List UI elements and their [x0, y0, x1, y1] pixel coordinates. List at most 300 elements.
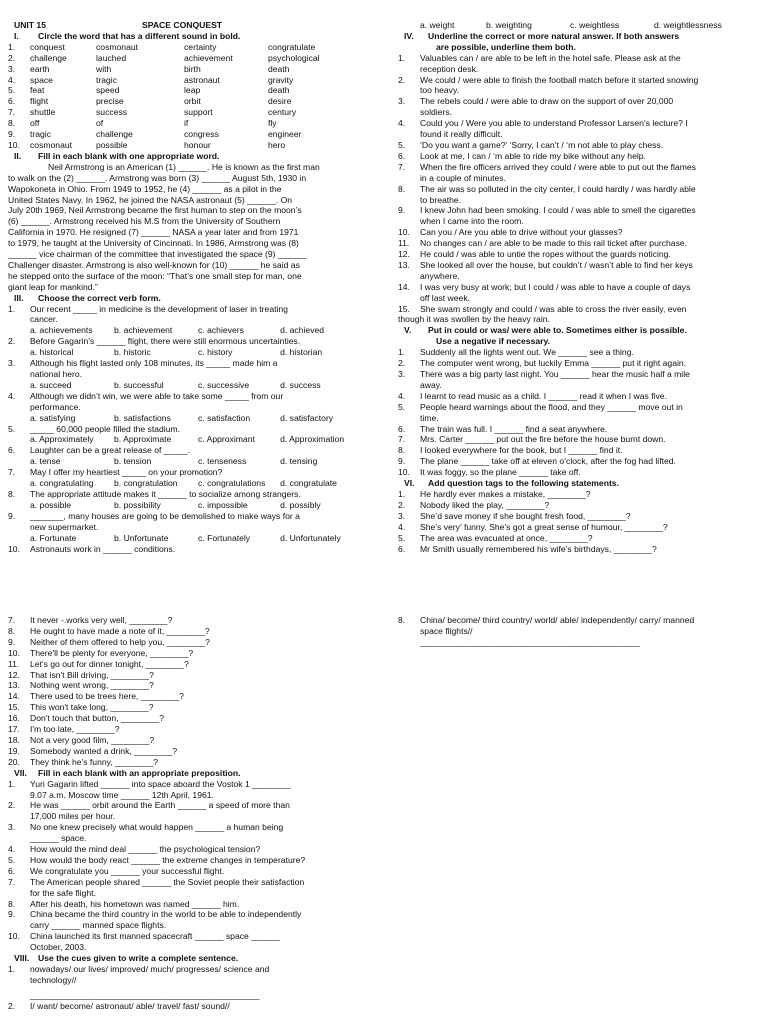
row-number: 9.	[8, 129, 16, 140]
question-number: 10.	[398, 467, 410, 478]
question-item	[398, 227, 756, 238]
question-number: 5.	[398, 139, 406, 150]
question-number: 6.	[8, 445, 16, 456]
word-option: off	[30, 118, 40, 129]
question-number: 17.	[8, 724, 20, 735]
question-number: 8.	[398, 445, 406, 456]
verb-form-questions	[8, 304, 368, 555]
question-number: 7.	[8, 467, 16, 478]
question-line: How would the mind deal ______ the psychological tension?	[30, 844, 261, 855]
word-option: earth	[30, 63, 50, 74]
answer-option: c. weightless	[570, 20, 620, 30]
question-number: 2.	[8, 1000, 16, 1011]
question-line: How would the body react ______ the extreme changes in temperature?	[30, 854, 306, 865]
question-item	[8, 899, 368, 910]
word-option: precise	[96, 96, 124, 107]
question-line: off last week.	[420, 292, 470, 303]
question-tags-part-1	[398, 489, 756, 554]
question-line: Before Gagarin’s ______ flight, there were still enormous uncertainties.	[30, 336, 301, 347]
question-text	[420, 402, 756, 424]
question-text	[30, 445, 368, 456]
answer-options	[8, 434, 368, 445]
question-number: 6.	[398, 150, 406, 161]
question-number: 12.	[398, 249, 410, 260]
question-line: The rebels could / were able to draw on the support of over 20,000	[420, 96, 674, 107]
word-row	[8, 96, 368, 107]
question-item	[398, 75, 756, 97]
word-option: cosmonaut	[96, 41, 139, 52]
word-option: challenge	[96, 129, 133, 140]
word-option: if	[184, 118, 189, 129]
question-text	[420, 369, 756, 391]
question-text	[30, 899, 368, 910]
question-tag-item	[398, 544, 756, 555]
question-line: I learnt to read music as a child. I ______ read it when I was five.	[420, 390, 667, 401]
answer-option: b. tension	[114, 456, 152, 467]
question-item	[398, 391, 756, 402]
section-4-heading-line2: are possible, underline them both.	[436, 41, 576, 52]
question-text	[420, 249, 756, 260]
question-line: ‘Do you want a game?’ ‘Sorry, I can’t / ‘m not able to play chess.	[420, 139, 664, 150]
word-option: hero	[268, 139, 286, 150]
section-2-heading: II. Fill in each blank with one appropriate word.	[14, 150, 220, 161]
question-number: 1.	[398, 488, 406, 499]
question-item	[8, 844, 368, 855]
answer-option: c. successive	[198, 379, 250, 390]
question-item	[8, 391, 368, 413]
answer-option: a. achievements	[30, 325, 93, 336]
unit-number: UNIT 15	[14, 20, 46, 30]
answer-line: ______________________________________________	[420, 636, 640, 647]
question-text	[30, 358, 368, 380]
question-tag-item	[8, 670, 368, 681]
sentence-building-questions	[8, 964, 368, 1012]
question-line: carry ______ manned space flights.	[30, 920, 167, 931]
row-number: 1.	[8, 41, 16, 52]
question-tag-item	[398, 511, 756, 522]
question-item	[8, 866, 368, 877]
question-line: new supermarket.	[30, 521, 99, 532]
question-item	[8, 544, 368, 555]
question-line: She swam strongly and could / was able to cross the river easily, even	[420, 303, 687, 314]
question-line: cancer.	[30, 314, 58, 325]
answer-option: a. historical	[30, 347, 74, 358]
word-option: fly	[268, 118, 277, 129]
passage-line: to 1979, he taught at the University of Cincinnati. In 1986, Armstrong was (8)	[8, 238, 299, 249]
question-line: Yuri Gagarin lifted ______ into space aboard the Vostok 1 ________	[30, 778, 291, 789]
question-number: 3.	[8, 822, 16, 833]
question-item	[8, 424, 368, 435]
sentence-item	[8, 1001, 368, 1012]
answer-option: b. satisfactions	[114, 412, 171, 423]
question-line: I/ want/ become/ astronaut/ able/ travel/ fast/ sound//	[30, 1000, 230, 1011]
question-item	[398, 358, 756, 369]
question-number: 3.	[398, 96, 406, 107]
question-line: Although we didn’t win, we were able to take some _____ from our	[30, 390, 284, 401]
question-text	[420, 358, 756, 369]
unit-header	[8, 20, 368, 31]
question-line: We congratulate you ______ your successful flight.	[30, 865, 225, 876]
question-line: found it really difficult.	[420, 129, 503, 140]
question-tag-item	[398, 489, 756, 500]
answer-option: d. possibly	[280, 499, 321, 510]
passage-line: he stepped onto the surface of the moon: “That’s one small step for man, one	[8, 270, 302, 281]
question-line: time.	[420, 412, 439, 423]
word-row	[8, 118, 368, 129]
question-text	[420, 205, 756, 227]
question-text: This won't take long, ________?	[30, 702, 154, 713]
question-line: _______, many houses are going to be demolished to make ways for a	[30, 510, 300, 521]
row-number: 8.	[8, 118, 16, 129]
question-line: China became the third country in the world to be able to independently	[30, 909, 302, 920]
answer-option: b. congratulation	[114, 478, 178, 489]
answer-option: b. Unfortunate	[114, 532, 169, 543]
question-number: 10.	[8, 647, 20, 658]
left-column-bottom	[8, 615, 368, 1012]
word-row	[8, 129, 368, 140]
question-text	[420, 467, 756, 478]
question-line: The American people shared ______ the Soviet people their satisfaction	[30, 876, 305, 887]
question-item	[8, 779, 368, 801]
question-line: The air was so polluted in the city center, I could hardly / was hardly able	[420, 183, 696, 194]
answer-option: a. congratulating	[30, 478, 94, 489]
question-item	[8, 358, 368, 380]
question-number: 4.	[398, 390, 406, 401]
question-item	[398, 424, 756, 435]
question-line: reception desk.	[420, 63, 479, 74]
answer-option: c. satisfaction	[198, 412, 251, 423]
passage-line: giant leap for mankind.”	[8, 281, 98, 292]
answer-option: b. weighting	[486, 20, 532, 30]
question-text	[30, 489, 368, 500]
question-number: 19.	[8, 745, 20, 756]
word-option: death	[268, 63, 290, 74]
word-option: certainty	[184, 41, 217, 52]
question-number: 5.	[398, 401, 406, 412]
question-number: 4.	[8, 390, 16, 401]
question-line: too heavy.	[420, 85, 460, 96]
question-text	[420, 118, 756, 140]
question-number: 15.	[398, 303, 410, 314]
question-number: 11.	[8, 658, 20, 669]
question-number: 3.	[398, 510, 406, 521]
question-text: She’s very’ funny. She’s got a great sense of humour, ________?	[420, 521, 668, 532]
question-line: away.	[420, 379, 442, 390]
answer-option: b. achievement	[114, 325, 173, 336]
question-number: 4.	[8, 844, 16, 855]
question-text	[420, 347, 756, 358]
answer-option: d. weightlessness	[654, 20, 722, 30]
question-item	[8, 800, 368, 822]
question-tag-item	[8, 724, 368, 735]
question-number: 10.	[398, 227, 410, 238]
question-text	[420, 151, 756, 162]
question-number: 1.	[8, 964, 16, 974]
question-number: 7.	[8, 615, 16, 625]
question-line: Could you / Were you able to understand Professor Larsen’s lecture? I	[420, 118, 688, 129]
question-text	[420, 75, 756, 97]
question-line: The train was full. I ______ find a seat anywhere.	[420, 423, 608, 434]
question-line: He was ______ orbit around the Earth ______ a speed of more than	[30, 800, 290, 811]
question-tag-item	[8, 626, 368, 637]
question-line: People heard warnings about the flood, and they ______ move out in	[420, 401, 683, 412]
question-tag-item	[8, 615, 368, 626]
sound-word-table	[8, 42, 368, 151]
section-6-heading: VI. Add question tags to the following statements.	[404, 478, 619, 489]
question-text	[30, 964, 368, 986]
question-number: 9.	[8, 636, 16, 647]
answer-option: c. history	[198, 347, 233, 358]
question-text	[30, 866, 368, 877]
question-text	[30, 877, 368, 899]
question-item	[398, 445, 756, 456]
passage-line: to walk on the (2) ______. Armstrong was born (3) ______ August 5th, 1930 in	[8, 172, 307, 183]
question-tag-item	[8, 637, 368, 648]
question-number: 2.	[8, 800, 16, 811]
question-line: We could / were able to finish the football match before it started snowing	[420, 74, 699, 85]
question-line: There was a big party last night. You ______ hear the music half a mile	[420, 369, 690, 379]
answer-option: c. Fortunately	[198, 532, 251, 543]
question-line: Valuables can / are able to be left in the hotel safe. Please ask at the	[420, 52, 681, 63]
row-number: 4.	[8, 74, 16, 85]
word-row	[8, 140, 368, 151]
question-tag-item	[8, 735, 368, 746]
question-number: 8.	[398, 183, 406, 194]
question-number: 1.	[8, 778, 16, 789]
question-item	[398, 369, 756, 391]
question-tag-item	[398, 522, 756, 533]
question-line: I was very busy at work; but I could / was able to have a couple of days	[420, 281, 691, 292]
passage-line: United States Navy. In 1962, he joined the NASA astronaut (5) ______. On	[8, 194, 293, 205]
armstrong-passage	[8, 162, 368, 293]
question-item	[8, 909, 368, 931]
question-item	[398, 260, 756, 282]
answer-option: c. congratulations	[198, 478, 266, 489]
question-number: 1.	[398, 52, 406, 63]
word-row	[8, 85, 368, 96]
question-number: 10.	[8, 543, 20, 554]
question-number: 7.	[398, 161, 406, 172]
question-line: _____ 60,000 people filled the stadium.	[30, 423, 181, 434]
question-line: to breathe.	[420, 194, 462, 205]
question-line: when I came into the room.	[420, 216, 524, 227]
question-line: soldiers.	[420, 107, 452, 118]
word-row	[8, 42, 368, 53]
word-option: with	[96, 63, 112, 74]
question-text	[420, 238, 756, 249]
answer-option: d. satisfactory	[280, 412, 334, 423]
question-item	[398, 151, 756, 162]
question-item	[398, 304, 756, 315]
question-item	[398, 434, 756, 445]
word-option: space	[30, 74, 53, 85]
question-number: 8.	[8, 488, 16, 499]
question-line: He could / was able to untie the ropes without the guards noticing.	[420, 249, 671, 260]
question-line: nowadays/ our lives/ improved/ much/ progresses/ science and	[30, 964, 270, 974]
question-item	[8, 467, 368, 478]
answer-options	[8, 456, 368, 467]
question-tag-item	[398, 533, 756, 544]
row-number: 6.	[8, 96, 16, 107]
question-tag-item	[8, 659, 368, 670]
word-option: psychological	[268, 52, 320, 63]
question-line: When the fire officers arrived they could / were able to put out the flames	[420, 161, 696, 172]
question-number: 18.	[8, 734, 20, 745]
question-text: Not a very good film, ________?	[30, 734, 155, 745]
question-text	[30, 844, 368, 855]
word-option: flight	[30, 96, 49, 107]
question-line: Astronauts work in ______ conditions.	[30, 543, 176, 554]
question-text: There'll be plenty for everyone, ________?	[30, 647, 194, 658]
question-text	[30, 336, 368, 347]
word-option: challenge	[30, 52, 67, 63]
word-option: engineer	[268, 129, 302, 140]
answer-option: d. tensing	[280, 456, 318, 467]
question-text	[30, 1001, 368, 1012]
answer-option: c. achievers	[198, 325, 244, 336]
question-text	[30, 544, 368, 555]
question-item	[398, 205, 756, 227]
answer-option: a. succeed	[30, 379, 72, 390]
word-option: congress	[184, 129, 219, 140]
question-text	[420, 227, 756, 238]
word-option: congratulate	[268, 41, 316, 52]
question-line: performance.	[30, 401, 81, 412]
question-line: It was foggy, so the plane ______ take off.	[420, 467, 581, 478]
question-number: 5.	[8, 854, 16, 865]
question-item	[8, 511, 368, 533]
row-number: 7.	[8, 107, 16, 118]
question-text: The area was evacuated at once, ________?	[420, 532, 593, 543]
word-option: death	[268, 85, 290, 96]
answer-option: b. possibility	[114, 499, 161, 510]
question-item	[398, 282, 756, 304]
word-option: gravity	[268, 74, 294, 85]
question-text: Nothing went wrong, ________?	[30, 680, 154, 691]
word-option: cosmonaut	[30, 139, 73, 150]
question-item	[8, 931, 368, 953]
word-option: support	[184, 107, 213, 118]
row-number: 3.	[8, 63, 16, 74]
question-text	[420, 424, 756, 435]
question-text	[30, 822, 368, 844]
question-number: 1.	[398, 347, 406, 358]
question-number: 6.	[398, 423, 406, 434]
question-text: It never -.works very well, ________?	[30, 615, 173, 625]
question-line: technology//	[30, 974, 77, 985]
section-5-heading: V. Put in could or was/ were able to. Sometimes either is possible.	[404, 325, 687, 336]
question-text: Let's go out for dinner tonight, ________?	[30, 658, 189, 669]
section-4-heading: IV. Underline the correct or more natural answer. If both answers	[404, 30, 680, 41]
question-number: 13.	[398, 259, 410, 270]
question-number: 6.	[398, 543, 406, 554]
word-option: tragic	[30, 129, 52, 140]
question-number: 14.	[398, 281, 410, 292]
question-item	[8, 445, 368, 456]
passage-line: July 20th 1969, Neil Armstrong became the first human to step on the moon’s	[8, 205, 302, 216]
question-text: There used to be trees here, ________?	[30, 691, 184, 702]
question-text	[30, 511, 368, 533]
answer-option: d. Unfortunately	[280, 532, 341, 543]
question-item	[398, 238, 756, 249]
question-text	[420, 260, 756, 282]
word-row	[8, 53, 368, 64]
right-column-top	[398, 20, 756, 554]
question-text	[420, 304, 756, 315]
question-text: That isn't Bill driving, ________?	[30, 669, 154, 680]
answer-option: b. Approximate	[114, 434, 172, 445]
question-line: 9.07 a.m. Moscow time ______ 12th April, 1961.	[30, 789, 214, 800]
question-item	[398, 402, 756, 424]
question-item	[8, 822, 368, 844]
answer-option: c. tenseness	[198, 456, 247, 467]
question-item	[8, 489, 368, 500]
question-text	[30, 467, 368, 478]
question-text: She’d save money if she bought fresh food, ________?	[420, 510, 631, 521]
question-number: 15.	[8, 702, 20, 713]
question-number: 6.	[8, 865, 16, 876]
question-number: 2.	[398, 499, 406, 510]
answer-option: d. congratulate	[280, 478, 337, 489]
question-number: 20.	[8, 756, 20, 767]
question-line: No one knew precisely what would happen ______ a human being	[30, 822, 284, 833]
answer-option: d. achieved	[280, 325, 325, 336]
question-number: 4.	[398, 118, 406, 129]
question-line: Laughter can be a great release of _____.	[30, 445, 191, 456]
question-number: 9.	[8, 510, 16, 521]
word-option: leap	[184, 85, 201, 96]
could-able-questions	[398, 53, 756, 315]
question-number: 9.	[398, 205, 406, 216]
question-text: He hardly ever makes a mistake, ________?	[420, 488, 591, 499]
question-text	[420, 445, 756, 456]
word-option: feat	[30, 85, 45, 96]
question-number: 1.	[8, 303, 16, 314]
answer-option: c. Approximant	[198, 434, 255, 445]
question-text	[30, 800, 368, 822]
passage-line: Neil Armstrong is an American (1) ______. He is known as the first man	[48, 161, 320, 172]
answer-options	[8, 500, 368, 511]
word-row	[8, 64, 368, 75]
word-option: century	[268, 107, 297, 118]
sentence-item-8: 8. China/ become/ third country/ world/ able/ independently/ carry/ manned space flights//	[398, 615, 695, 636]
question-item	[398, 184, 756, 206]
question-number: 5.	[8, 423, 16, 434]
passage-line: (6) ______. Armstrong received his M.S from the University of Southern	[8, 216, 281, 227]
question-item	[398, 118, 756, 140]
question-text	[420, 162, 756, 184]
question-line: Look at me, I can / ‘m able to ride my bike without any help.	[420, 150, 646, 161]
question-line: in a couple of minutes.	[420, 172, 506, 183]
answer-option: a. weight	[420, 20, 455, 30]
question-tag-item	[8, 680, 368, 691]
section-5-heading-line2: Use a negative if necessary.	[436, 336, 551, 347]
question-line: Our recent _____ in medicine is the development of laser in treating	[30, 303, 288, 314]
question-line: The plane ______ take off at eleven o’clock, after the fog had lifted.	[420, 456, 676, 467]
question-text: Don't touch that button, ________?	[30, 713, 164, 724]
word-option: lauched	[96, 52, 127, 63]
question-line: I looked everywhere for the book, but I ______ find it.	[420, 445, 623, 456]
answer-options	[8, 380, 368, 391]
section-8-heading: VIII. Use the cues given to write a complete sentence.	[14, 953, 239, 964]
question-line: After his death, his hometown was named ______ him.	[30, 898, 240, 909]
preposition-questions	[8, 779, 368, 954]
word-option: achievement	[184, 52, 233, 63]
question-line: Can you / Are you able to drive without your glasses?	[420, 227, 623, 238]
question-item	[8, 855, 368, 866]
answer-option: d. historian	[280, 347, 323, 358]
word-option: success	[96, 107, 128, 118]
